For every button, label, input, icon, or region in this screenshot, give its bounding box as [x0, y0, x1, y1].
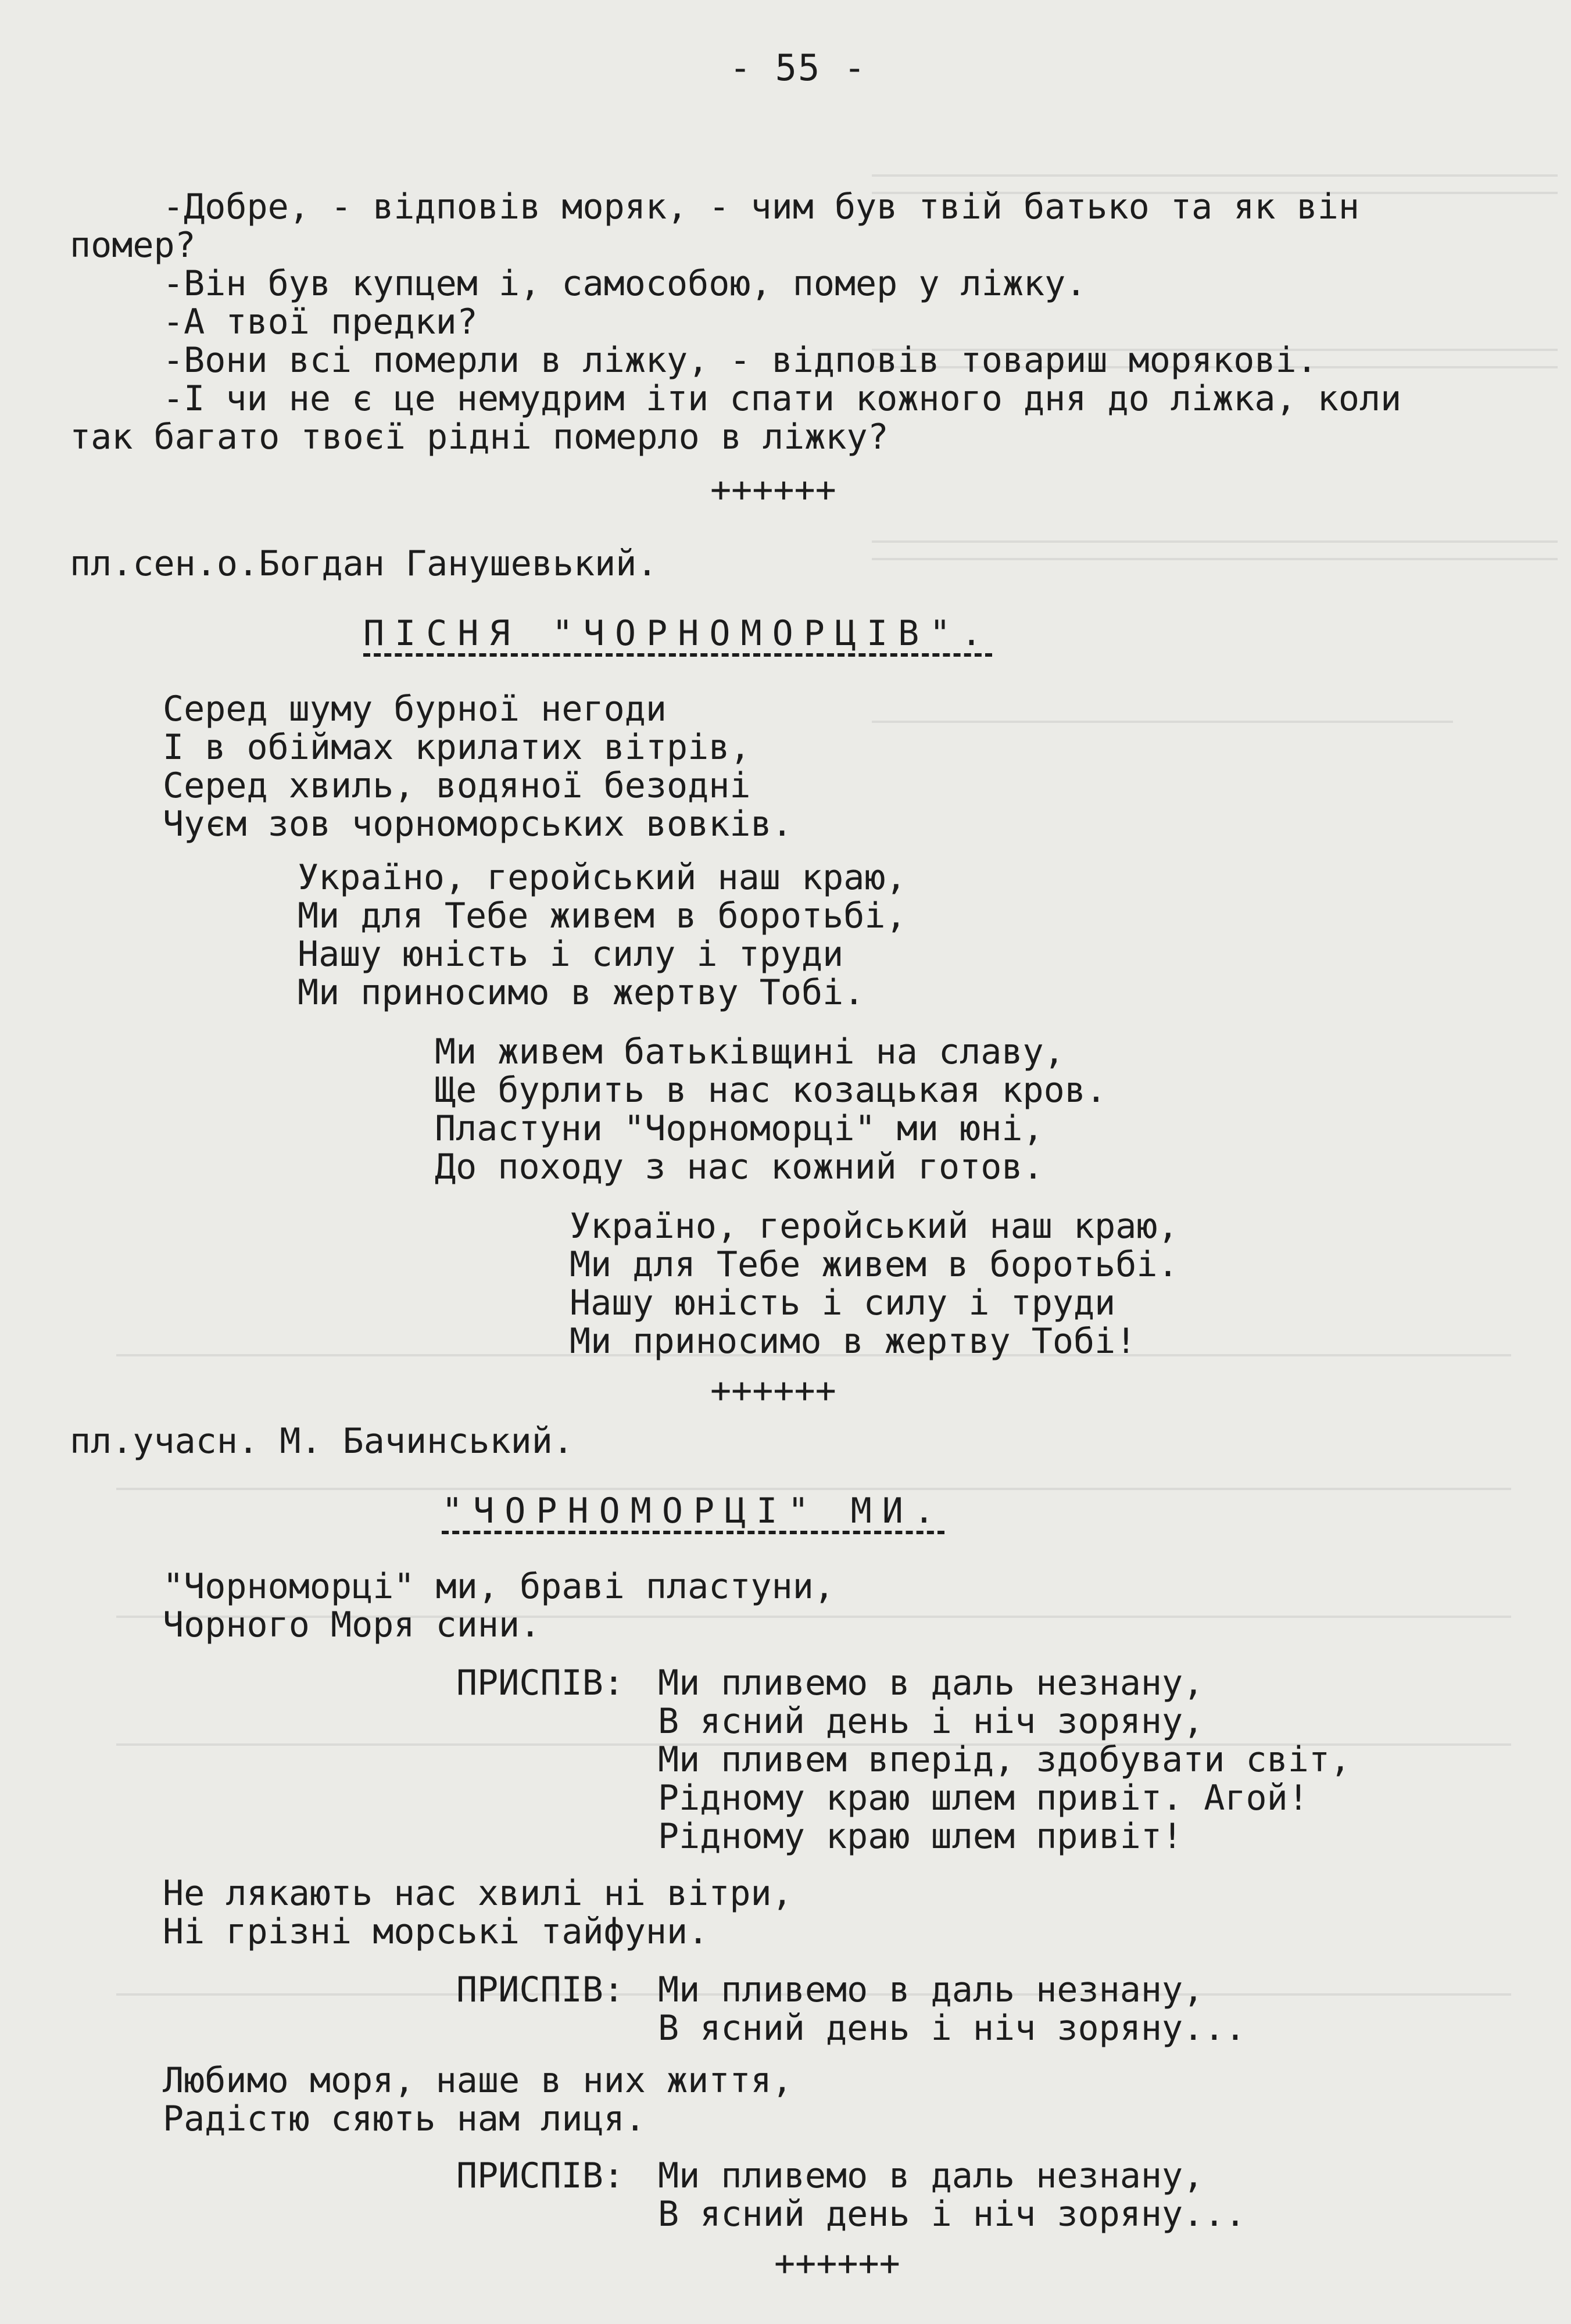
- song-author: пл.учасн. М. Бачинський.: [70, 1421, 574, 1462]
- verse-line: Чорного Моря сини.: [163, 1605, 541, 1645]
- chorus-line: Нашу юність і силу і труди: [298, 934, 844, 975]
- page-number: - 55 -: [729, 46, 867, 89]
- refrain-label: ПРИСПІВ:: [456, 2155, 624, 2196]
- verse-line: До походу з нас кожний готов.: [435, 1147, 1044, 1187]
- chorus-line: Ми для Тебе живем в боротьбі,: [298, 896, 907, 936]
- chorus-line: Ми для Тебе живем в боротьбі.: [570, 1244, 1179, 1285]
- verse-line: Пластуни "Чорноморці" ми юні,: [435, 1108, 1044, 1149]
- song-title: "ЧОРНОМОРЦІ" МИ.: [442, 1491, 945, 1531]
- dialogue-line: помер?: [70, 225, 196, 266]
- chorus-line: Україно, геройський наш краю,: [298, 857, 907, 898]
- refrain-line: Рідному краю шлем привіт. Агой!: [658, 1778, 1309, 1818]
- verse-line: Серед хвиль, водяної безодні: [163, 765, 751, 806]
- verse-line: І в обіймах крилатих вітрів,: [163, 727, 751, 768]
- dialogue-line: -Добре, - відповів моряк, - чим був твій батько та як він: [163, 187, 1360, 227]
- refrain-line: Ми пливем вперід, здобувати світ,: [658, 1739, 1351, 1780]
- separator: ++++++: [710, 470, 836, 510]
- song-author: пл.сен.о.Богдан Ганушевький.: [70, 543, 658, 584]
- chorus-line: Ми приносимо в жертву Тобі!: [570, 1321, 1137, 1362]
- dialogue-line: -А твої предки?: [163, 302, 478, 342]
- song-title: ПІСНЯ "ЧОРНОМОРЦІВ".: [363, 613, 993, 654]
- refrain-line: Ми пливемо в даль незнану,: [658, 1663, 1204, 1703]
- verse-line: Не лякають нас хвилі ні вітри,: [163, 1873, 793, 1914]
- separator: ++++++: [710, 1370, 836, 1411]
- refrain-label: ПРИСПІВ:: [456, 1663, 624, 1703]
- verse-line: Радістю сяють нам лиця.: [163, 2099, 646, 2139]
- refrain-label: ПРИСПІВ:: [456, 1970, 624, 2010]
- chorus-line: Ми приносимо в жертву Тобі.: [298, 972, 865, 1013]
- verse-line: Ні грізні морські тайфуни.: [163, 1911, 709, 1952]
- chorus-line: Нашу юність і силу і труди: [570, 1283, 1116, 1323]
- verse-line: Чуєм зов чорноморських вовків.: [163, 804, 793, 844]
- refrain-line: Рідному краю шлем привіт!: [658, 1816, 1183, 1857]
- verse-line: Ми живем батьківщині на славу,: [435, 1032, 1065, 1072]
- refrain-line: В ясний день і ніч зоряну...: [658, 2008, 1246, 2049]
- refrain-line: В ясний день і ніч зоряну...: [658, 2194, 1246, 2235]
- verse-line: Любимо моря, наше в них життя,: [163, 2060, 793, 2101]
- dialogue-line: так багато твоєї рідні померло в ліжку?: [70, 417, 889, 457]
- refrain-line: Ми пливемо в даль незнану,: [658, 1970, 1204, 2010]
- refrain-line: Ми пливемо в даль незнану,: [658, 2155, 1204, 2196]
- verse-line: Ще бурлить в нас козацькая кров.: [435, 1070, 1107, 1111]
- refrain-line: В ясний день і ніч зоряну,: [658, 1701, 1204, 1742]
- chorus-line: Україно, геройський наш краю,: [570, 1206, 1179, 1247]
- dialogue-line: -Він був купцем і, самособою, помер у ліжку.: [163, 263, 1087, 304]
- dialogue-line: -Вони всі померли в ліжку, - відповів товариш морякові.: [163, 340, 1318, 381]
- dialogue-line: -І чи не є це немудрим іти спати кожного дня до ліжка, коли: [163, 378, 1402, 419]
- verse-line: Серед шуму бурної негоди: [163, 689, 667, 729]
- separator: ++++++: [774, 2243, 900, 2284]
- verse-line: "Чорноморці" ми, браві пластуни,: [163, 1566, 835, 1607]
